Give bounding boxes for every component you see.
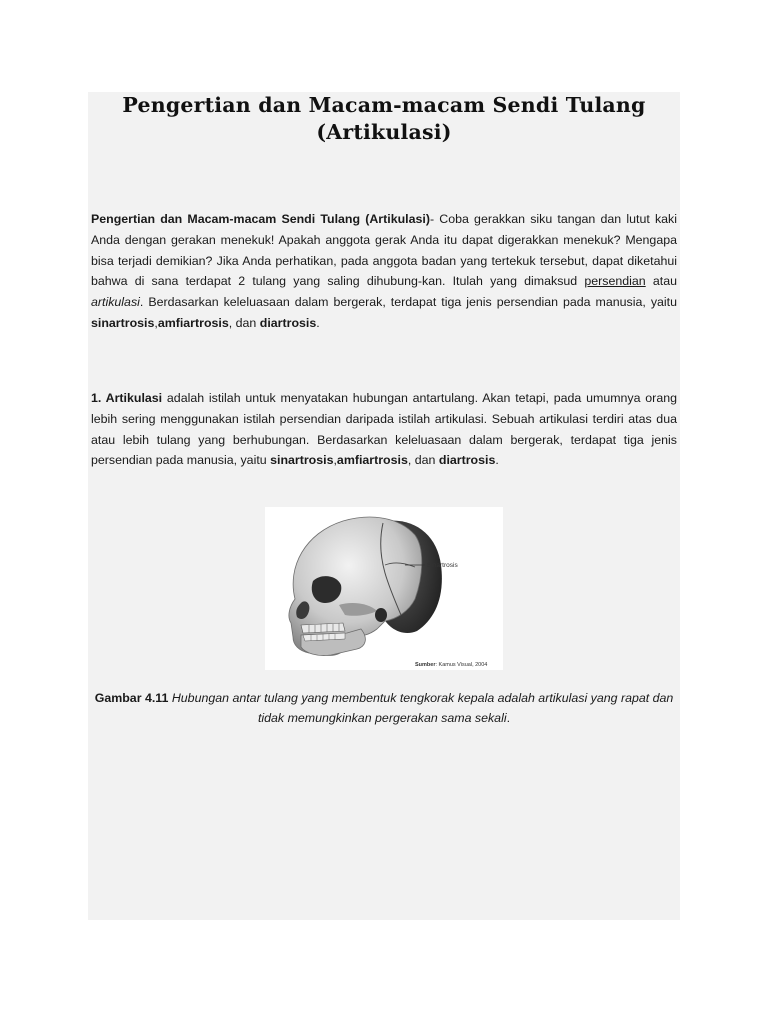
intro-text-c: . Berdasarkan keleluasaan dalam bergerak, terdapat tiga jenis persendian pada manusia, yaitu <box>139 295 677 310</box>
document-page <box>88 92 680 920</box>
caption-end: . <box>506 711 511 725</box>
artikulasi-sep-2: , dan <box>407 453 439 468</box>
intro-italic-term: artikulasi <box>91 295 140 310</box>
caption-label: Gambar 4.11 <box>94 691 169 705</box>
artikulasi-term-diartrosis: diartrosis <box>438 453 496 468</box>
ear-canal <box>375 608 387 622</box>
intro-lead: Pengertian dan Macam-macam Sendi Tulang (Artikulasi) <box>91 212 430 226</box>
artikulasi-end: . <box>495 453 499 468</box>
artikulasi-sep-1: , <box>333 453 337 468</box>
intro-paragraph <box>91 209 677 334</box>
artikulasi-term-sinartrosis: sinartrosis <box>270 453 334 468</box>
skull-figure <box>265 507 503 670</box>
caption-text: Hubungan antar tulang yang membentuk tengkorak kepala adalah artikulasi yang rapat dan tidak memungkinkan pergerakan sama sekali <box>168 691 674 725</box>
artikulasi-paragraph <box>91 388 677 471</box>
sinartrosis-label: Sinartrosis <box>427 562 458 569</box>
intro-text-b: atau <box>645 274 677 289</box>
artikulasi-text-a: adalah istilah untuk menyatakan hubungan antartulang. Akan tetapi, pada umumnya orang lebih sering menggunakan istilah persendian daripada istilah artikulasi. Sebuah artikulasi terdiri atas dua atau lebih tulang yang berhubungan. Berdasarkan keleluasaan dalam bergerak, terdapat tiga jenis persendian pada manusia, yaitu <box>91 391 677 468</box>
intro-sep-2: , dan <box>228 315 260 330</box>
persendian-link[interactable]: persendian <box>584 274 646 289</box>
intro-term-diartrosis: diartrosis <box>259 315 317 330</box>
intro-text-a: - Coba gerakkan siku tangan dan lutut kaki Anda dengan gerakan menekuk! Apakah anggota gerak Anda itu dapat digerakkan menekuk? Mengapa bisa terjadi demikian? Jika Anda perhatikan, pada anggota badan yang tertekuk tersebut, dapat diketahui bahwa di sana terdapat 2 tulang yang saling dihubung-kan. Itulah yang dimaksud <box>91 212 677 289</box>
artikulasi-term-amfiartrosis: amfiartrosis <box>336 453 408 468</box>
intro-end: . <box>316 315 320 330</box>
figure-caption <box>88 688 680 728</box>
title-line-1: Pengertian dan Macam-macam Sendi Tulang <box>122 93 646 117</box>
artikulasi-lead: 1. Artikulasi <box>91 391 163 405</box>
intro-term-sinartrosis: sinartrosis <box>91 315 155 330</box>
page-title <box>88 92 680 146</box>
figure-source: Sumber: Kamus Visual, 2004 <box>415 662 488 668</box>
upper-teeth <box>301 623 345 633</box>
intro-sep-1: , <box>154 315 158 330</box>
title-line-2: (Artikulasi) <box>316 120 452 144</box>
skull-illustration <box>265 507 503 670</box>
intro-term-amfiartrosis: amfiartrosis <box>157 315 229 330</box>
